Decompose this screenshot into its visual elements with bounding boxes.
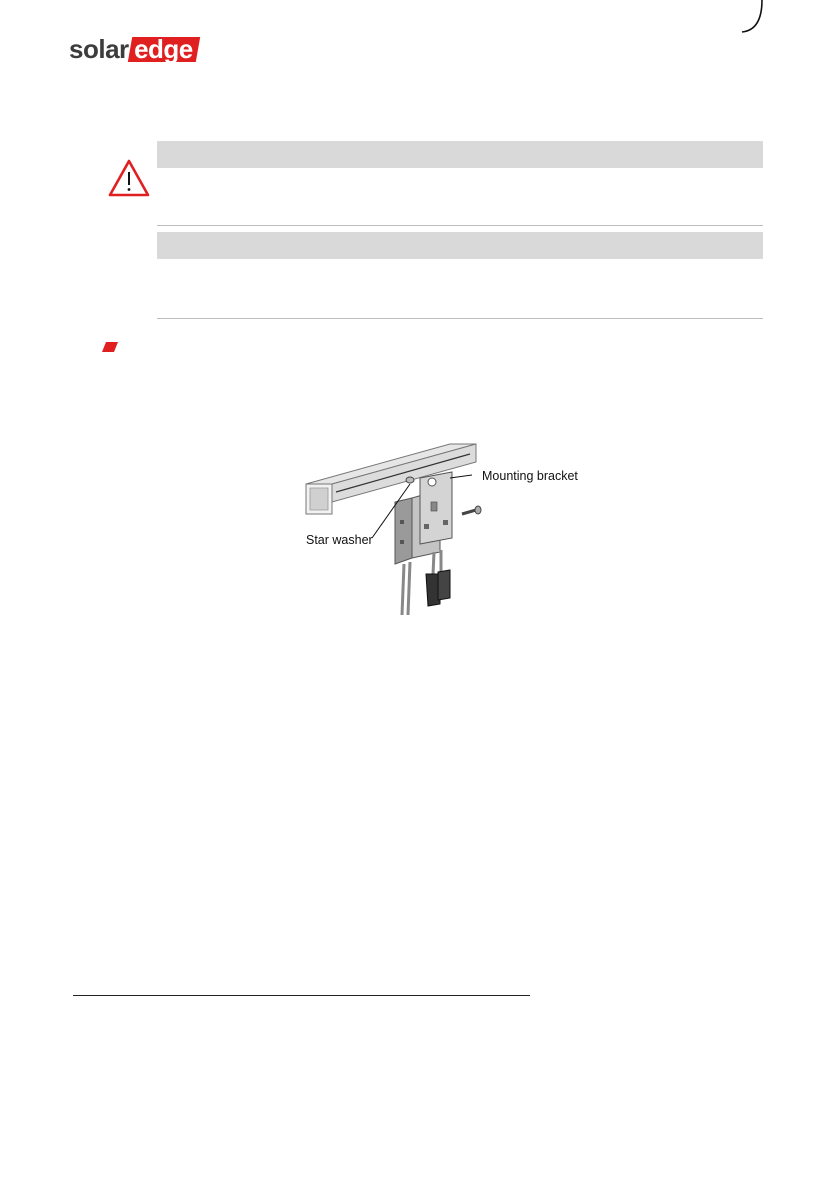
red-parallelogram-icon bbox=[102, 342, 118, 352]
footnote-divider bbox=[73, 995, 530, 996]
label-star-washer: Star washer bbox=[306, 533, 373, 547]
warning-notice-header-bar bbox=[157, 141, 763, 168]
logo-text-solar: solar bbox=[69, 34, 129, 64]
solaredge-logo bbox=[69, 34, 197, 64]
logo-text-edge bbox=[127, 33, 199, 64]
label-mounting-bracket: Mounting bracket bbox=[482, 469, 578, 483]
logo-edge-label: edge bbox=[133, 33, 193, 64]
mounting-illustration bbox=[300, 440, 600, 615]
warning-notice-divider bbox=[157, 225, 763, 226]
second-notice-header-bar bbox=[157, 232, 763, 259]
mounting-bracket-figure bbox=[300, 440, 600, 615]
second-notice-divider bbox=[157, 318, 763, 319]
warning-triangle-icon bbox=[107, 158, 151, 198]
